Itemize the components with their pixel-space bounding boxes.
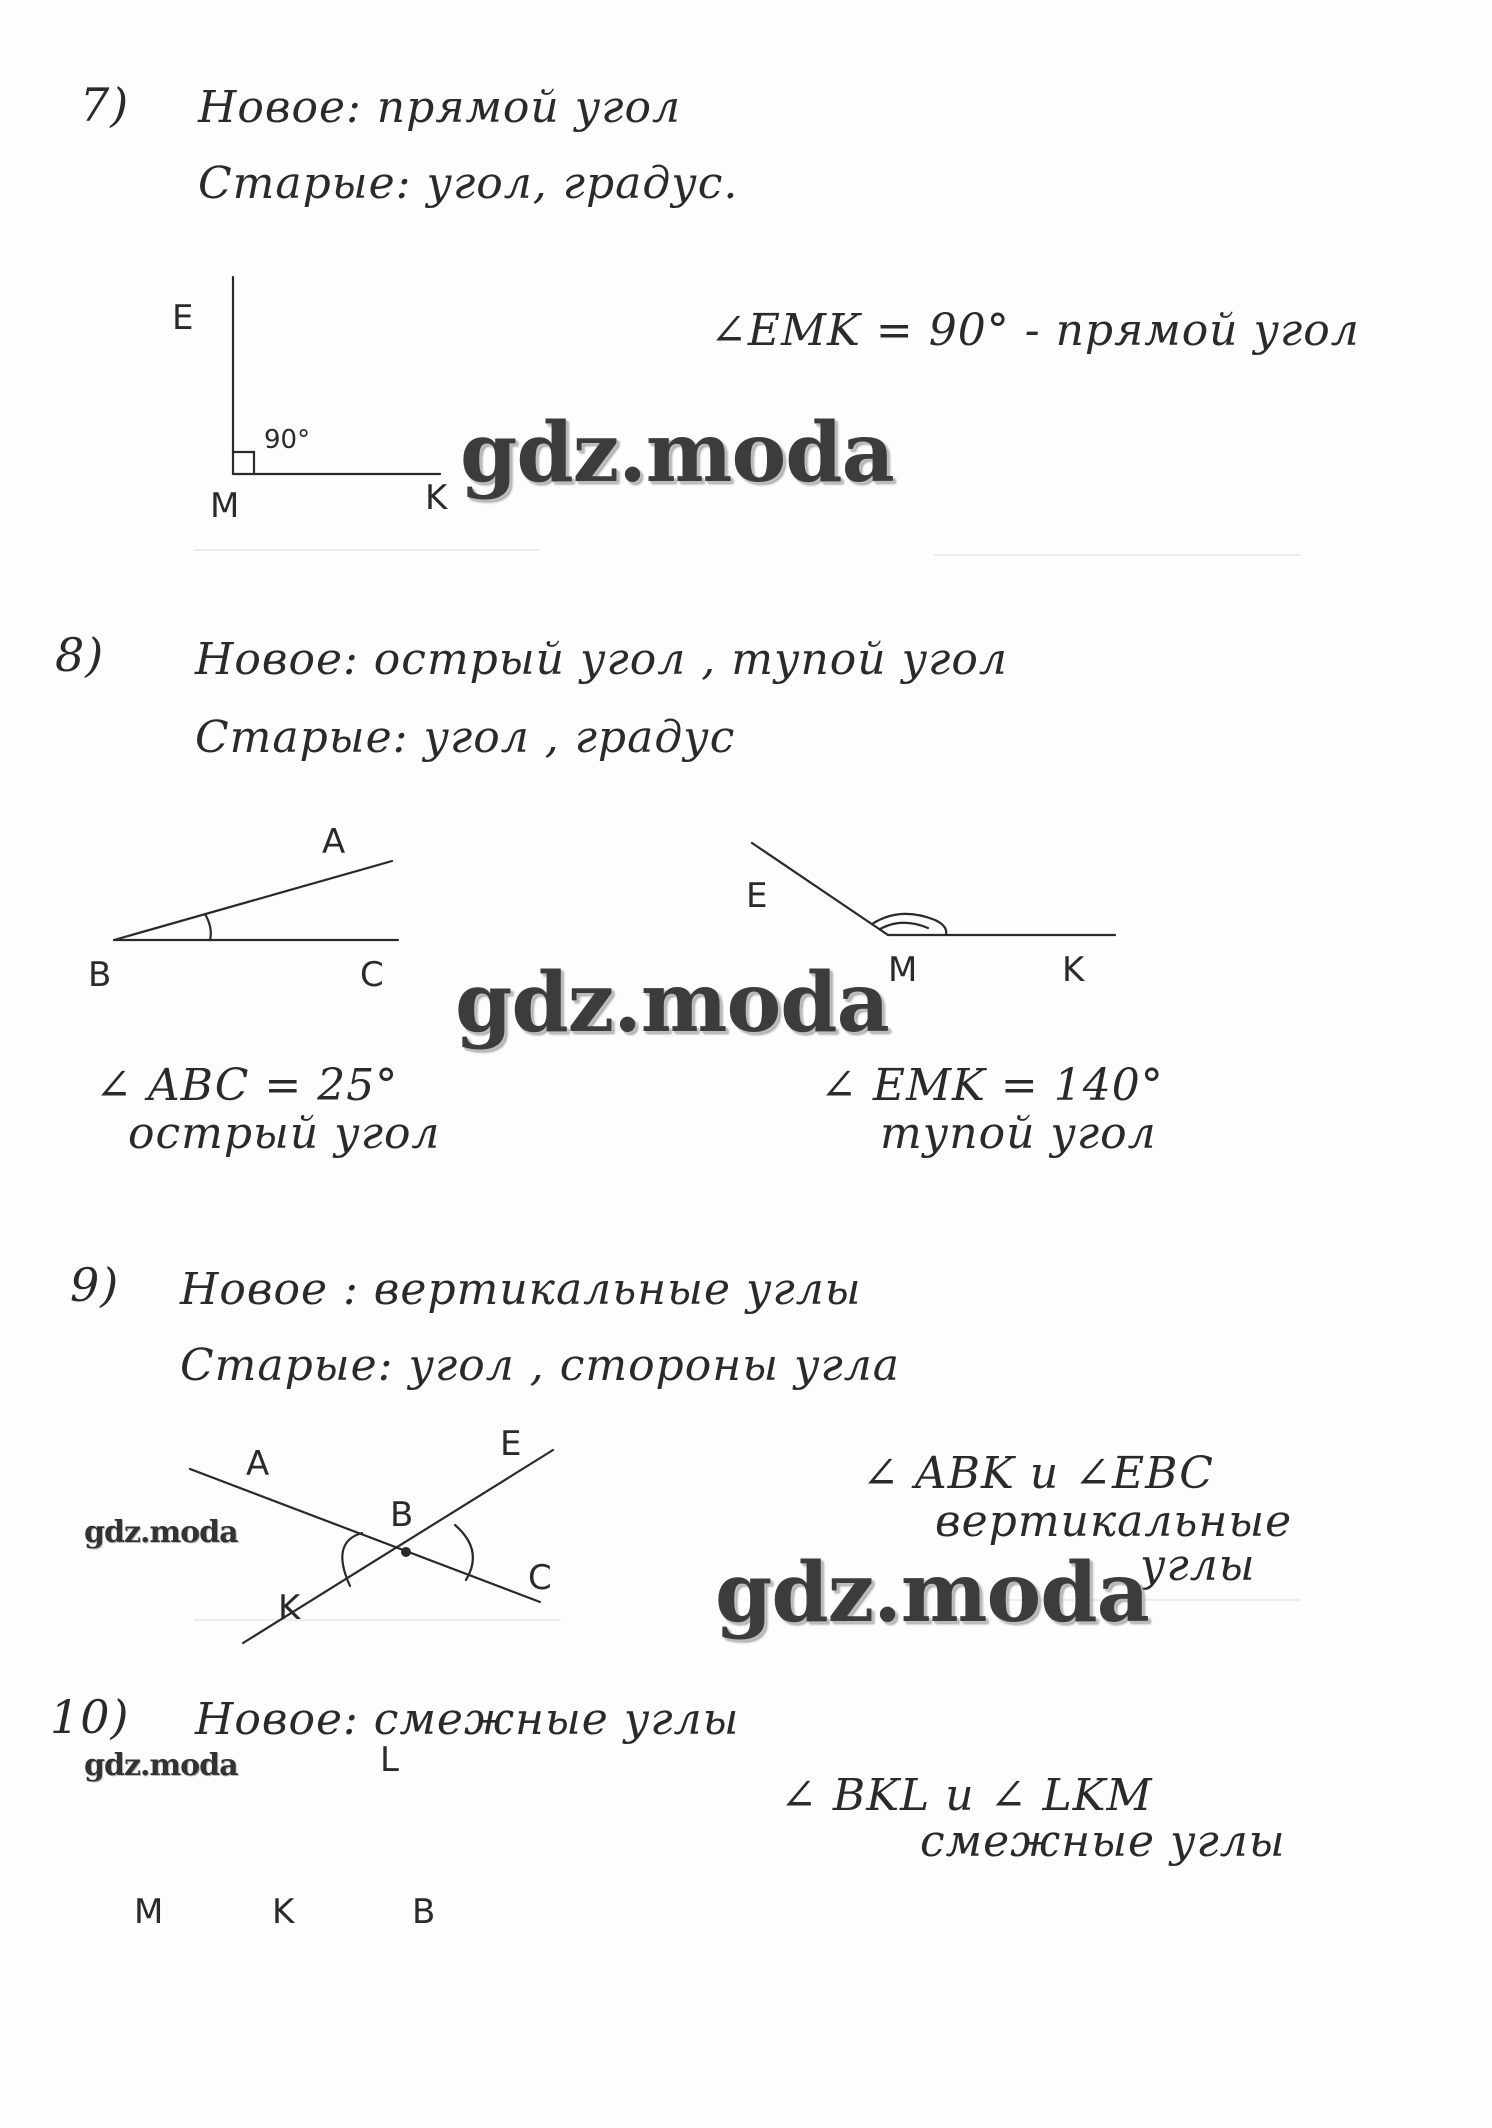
right-angle-marker: [233, 452, 254, 474]
section-7-old: Старые: угол, градус.: [198, 158, 739, 209]
section-7-angle-value: 90°: [264, 425, 311, 455]
section-8-label-m: M: [888, 950, 918, 990]
section-8-label-k: K: [1062, 950, 1085, 990]
section-9-old: Старые: угол , стороны угла: [180, 1340, 901, 1391]
section-9-statement-2: вертикальные: [935, 1496, 1293, 1547]
point-b: [401, 1547, 411, 1557]
section-9-statement-3: углы: [1140, 1540, 1256, 1591]
vertical-angles-figure: [190, 1450, 553, 1643]
section-9-label-e: E: [500, 1424, 522, 1464]
section-9-label-a: A: [246, 1444, 270, 1484]
section-8-label-a: A: [322, 822, 346, 862]
section-10-statement-2: смежные углы: [920, 1816, 1286, 1867]
section-10-label-k: K: [272, 1892, 295, 1932]
watermark-top: gdz.moda: [460, 405, 894, 501]
section-8-statement-1b: острый угол: [128, 1108, 441, 1159]
ray-ba: [114, 861, 392, 940]
section-7-label-k: K: [425, 478, 448, 518]
line-ac: [190, 1469, 540, 1602]
section-8-statement-2b: тупой угол: [880, 1108, 1157, 1159]
section-9-number: 9): [70, 1258, 120, 1312]
section-8-old: Старые: угол , градус: [195, 712, 736, 763]
section-10-label-m: M: [134, 1892, 164, 1932]
section-7-statement: ∠EMK = 90° - прямой угол: [710, 305, 1360, 356]
obtuse-angle-arc-inner: [880, 923, 928, 929]
watermark-bottom: gdz.moda: [715, 1545, 1149, 1641]
acute-angle-arc: [205, 914, 211, 940]
section-7-label-m: M: [210, 486, 240, 526]
section-8-label-c: C: [360, 955, 384, 995]
section-7-new: Новое: прямой угол: [198, 82, 682, 133]
watermark-small-2: gdz.moda: [84, 1748, 238, 1783]
section-9-label-k: K: [278, 1588, 301, 1628]
section-9-label-c: C: [528, 1558, 552, 1598]
section-8-label-e: E: [746, 876, 768, 916]
section-7-number: 7): [80, 78, 130, 132]
section-8-statement-1a: ∠ ABC = 25°: [95, 1060, 399, 1111]
section-9-label-b: B: [390, 1495, 414, 1535]
section-8-label-b: B: [88, 955, 112, 995]
section-8-number: 8): [55, 628, 105, 682]
section-10-new: Новое: смежные углы: [195, 1694, 740, 1745]
section-9-statement-1: ∠ ABK и ∠EBC: [862, 1448, 1214, 1499]
ray-me2: [752, 843, 888, 935]
section-8-new: Новое: острый угол , тупой угол: [195, 634, 1008, 685]
section-8-statement-2a: ∠ EMK = 140°: [820, 1060, 1164, 1111]
section-10-label-l: L: [380, 1740, 399, 1780]
section-7-label-e: E: [172, 298, 194, 338]
obtuse-angle-figure: [752, 843, 1115, 935]
watermark-small-1: gdz.moda: [84, 1515, 238, 1550]
section-10-label-b: B: [412, 1892, 436, 1932]
watermark-middle: gdz.moda: [455, 955, 889, 1051]
section-10-number: 10): [50, 1690, 130, 1744]
acute-angle-figure: [114, 861, 398, 940]
section-10-statement-1: ∠ BKL и ∠ LKM: [780, 1770, 1153, 1821]
section-9-new: Новое : вертикальные углы: [180, 1264, 862, 1315]
